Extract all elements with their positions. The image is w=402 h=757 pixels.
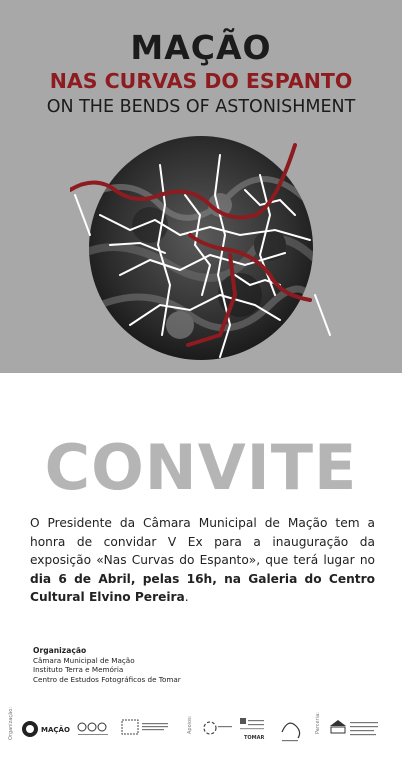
invitation-text (30, 514, 375, 607)
tomar-logo (244, 735, 265, 741)
partner-logos-footer (0, 704, 402, 754)
footer-logos (0, 704, 402, 754)
invitation-text-end: . (184, 590, 189, 604)
organization-label: Organização (33, 646, 87, 655)
poster-title: MAÇÃO (130, 28, 272, 67)
cef-logo (122, 720, 168, 734)
macao-logo-text: MAÇÃO (41, 726, 70, 734)
support-logo-2 (240, 718, 264, 729)
support-logo-1 (204, 722, 232, 734)
organization-item: Centro de Estudos Fotográficos de Tomar (33, 674, 181, 684)
invitation-text-bold: dia 6 de Abril, pelas 16h, na Galeria do Centro Cultural Elvino Pereira (30, 571, 375, 604)
macao-logo (22, 721, 70, 737)
itm-logo (78, 723, 108, 735)
footer-apoios-label: Apoios: (187, 715, 193, 734)
footer-parceria-label: Parceria: (315, 712, 321, 734)
convite-heading: CONVITE (44, 431, 358, 504)
invitation-text-plain: O Presidente da Câmara Municipal de Mação tem a honra de convidar V Ex para a inauguração da exposição «Nas Curvas do Espanto», que terá lugar no (30, 516, 375, 567)
poster-subtitle-en: ON THE BENDS OF ASTONISHMENT (46, 97, 356, 117)
poster-subtitle-pt: NAS CURVAS DO ESPANTO (49, 69, 353, 93)
organization-block (33, 646, 181, 684)
organization-item: Instituto Terra e Memória (33, 665, 124, 674)
unesco-logo (330, 720, 378, 735)
organization-item: Câmara Municipal de Mação (33, 655, 135, 665)
tomar-logo-text: TOMAR (244, 735, 265, 741)
support-logo-3 (282, 723, 300, 741)
footer-organizacao-label: Organização: (8, 707, 14, 740)
map-globe-illustration (70, 135, 332, 365)
